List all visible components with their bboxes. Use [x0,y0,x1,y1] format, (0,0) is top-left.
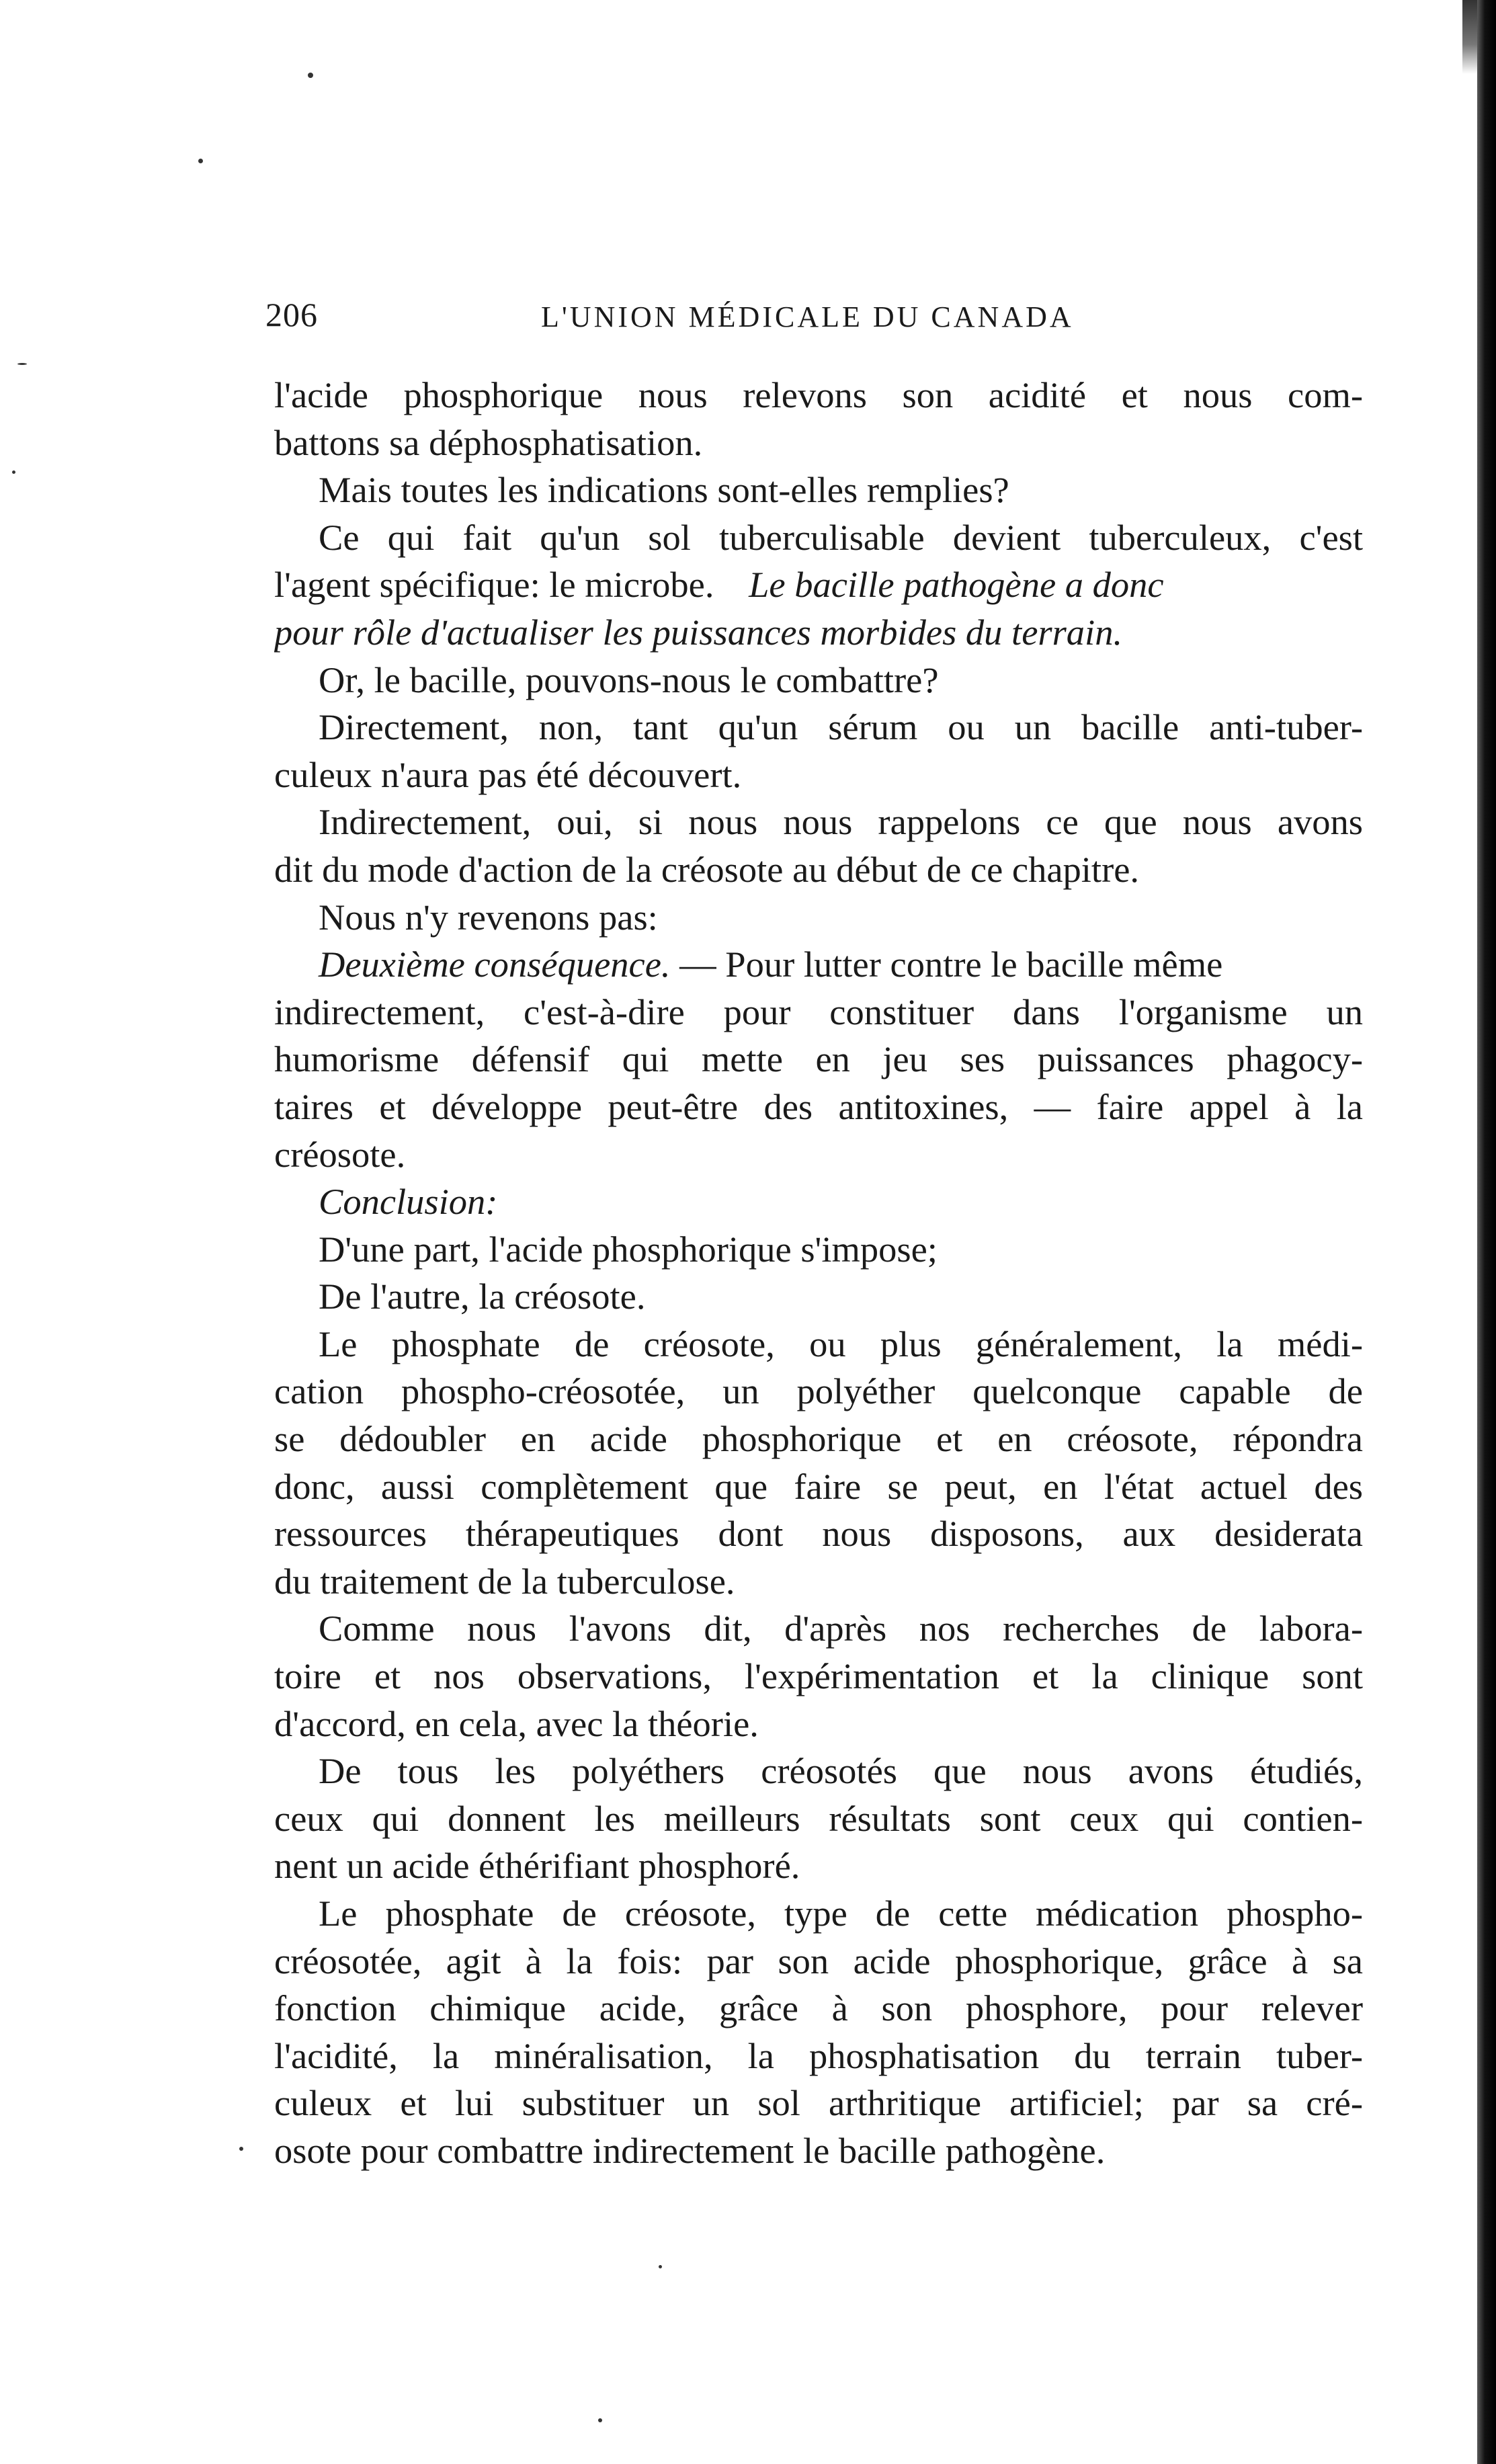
text-line: cation phospho-créosotée, un polyéther quelconque capable de [274,1370,1363,1412]
text-line [274,561,1363,609]
text-line: Ce qui fait qu'un sol tuberculisable devient tuberculeux, c'est [319,516,1363,558]
text-line: battons sa déphosphatisation. [274,421,703,463]
text-line: ceux qui donnent les meilleurs résultats sont ceux qui contien- [274,1797,1363,1839]
text-line: l'acidité, la minéralisation, la phosphatisation du terrain tuber- [274,2035,1363,2076]
running-head [265,288,1381,341]
text-line: nent un acide éthérifiant phosphoré. [274,1845,800,1887]
text-line: fonction chimique acide, grâce à son phosphore, pour relever [274,1987,1363,2029]
italic-text: Deuxième conséquence. [319,944,671,985]
scan-speck [198,159,203,163]
text-fragment: l'agent spécifique: le microbe. [274,564,714,606]
scan-speck [308,73,313,78]
text-line: dit du mode d'action de la créosote au début de ce chapitre. [274,848,1140,890]
text-line: De l'autre, la créosote. [319,1276,646,1317]
text-line: Le phosphate de créosote, type de cette médication phospho- [319,1893,1363,1934]
text-line: Indirectement, oui, si nous nous rappelons ce que nous avons [319,801,1363,843]
text-line: Or, le bacille, pouvons-nous le combattre? [319,659,939,700]
text-line: l'acide phosphorique nous relevons son acidité et nous com- [274,374,1363,415]
italic-line: pour rôle d'actualiser les puissances morbides du terrain. [274,611,1123,653]
text-line: De tous les polyéthers créosotés que nous avons étudiés, [319,1750,1363,1792]
text-line: d'accord, en cela, avec la théorie. [274,1702,759,1744]
scan-speck [239,2147,243,2151]
scan-speck [17,363,27,365]
text-line: se dédoubler en acide phosphorique et en créosote, répondra [274,1418,1363,1460]
scan-edge-fragment [1462,0,1477,74]
page-number: 206 [265,296,318,333]
journal-title: L'UNION MÉDICALE DU CANADA [541,300,1074,333]
text-line: D'une part, l'acide phosphorique s'impose; [319,1228,938,1270]
text-line: Le phosphate de créosote, ou plus généralement, la médi- [319,1323,1363,1364]
text-line: Comme nous l'avons dit, d'après nos recherches de labora- [319,1608,1363,1649]
text-line: Mais toutes les indications sont-elles remplies? [319,469,1009,511]
text-line [274,941,1363,989]
text-line: Directement, non, tant qu'un sérum ou un bacille anti-tuber- [319,706,1363,748]
text-line: taires et développe peut-être des antitoxines, — faire appel à la [274,1085,1363,1127]
body-text [274,372,1363,2175]
text-line: créosotée, agit à la fois: par son acide phosphorique, grâce à sa [274,1940,1363,1981]
text-line: toire et nos observations, l'expérimentation et la clinique sont [274,1655,1363,1697]
text-line: culeux n'aura pas été découvert. [274,753,742,795]
scan-binding-edge [1477,0,1496,2464]
text-line: ressources thérapeutiques dont nous disposons, aux desiderata [274,1513,1363,1555]
text-line: osote pour combattre indirectement le bacille pathogène. [274,2129,1106,2171]
text-fragment: — Pour lutter contre le bacille même [679,944,1223,985]
scan-speck [598,2418,602,2422]
text-line: Nous n'y revenons pas: [319,896,658,938]
scan-speck [12,470,15,474]
text-line: humorisme défensif qui mette en jeu ses puissances phagocy- [274,1038,1363,1080]
text-line: donc, aussi complètement que faire se peut, en l'état actuel des [274,1465,1363,1507]
text-line: culeux et lui substituer un sol arthritique artificiel; par sa cré- [274,2082,1363,2124]
text-line: du traitement de la tuberculose. [274,1560,735,1602]
italic-line: Conclusion: [319,1181,498,1223]
text-line: indirectement, c'est-à-dire pour constituer dans l'organisme un [274,991,1363,1032]
italic-text: Le bacille pathogène a donc [749,564,1164,606]
scan-speck [659,2265,662,2268]
text-line: créosote. [274,1133,406,1175]
